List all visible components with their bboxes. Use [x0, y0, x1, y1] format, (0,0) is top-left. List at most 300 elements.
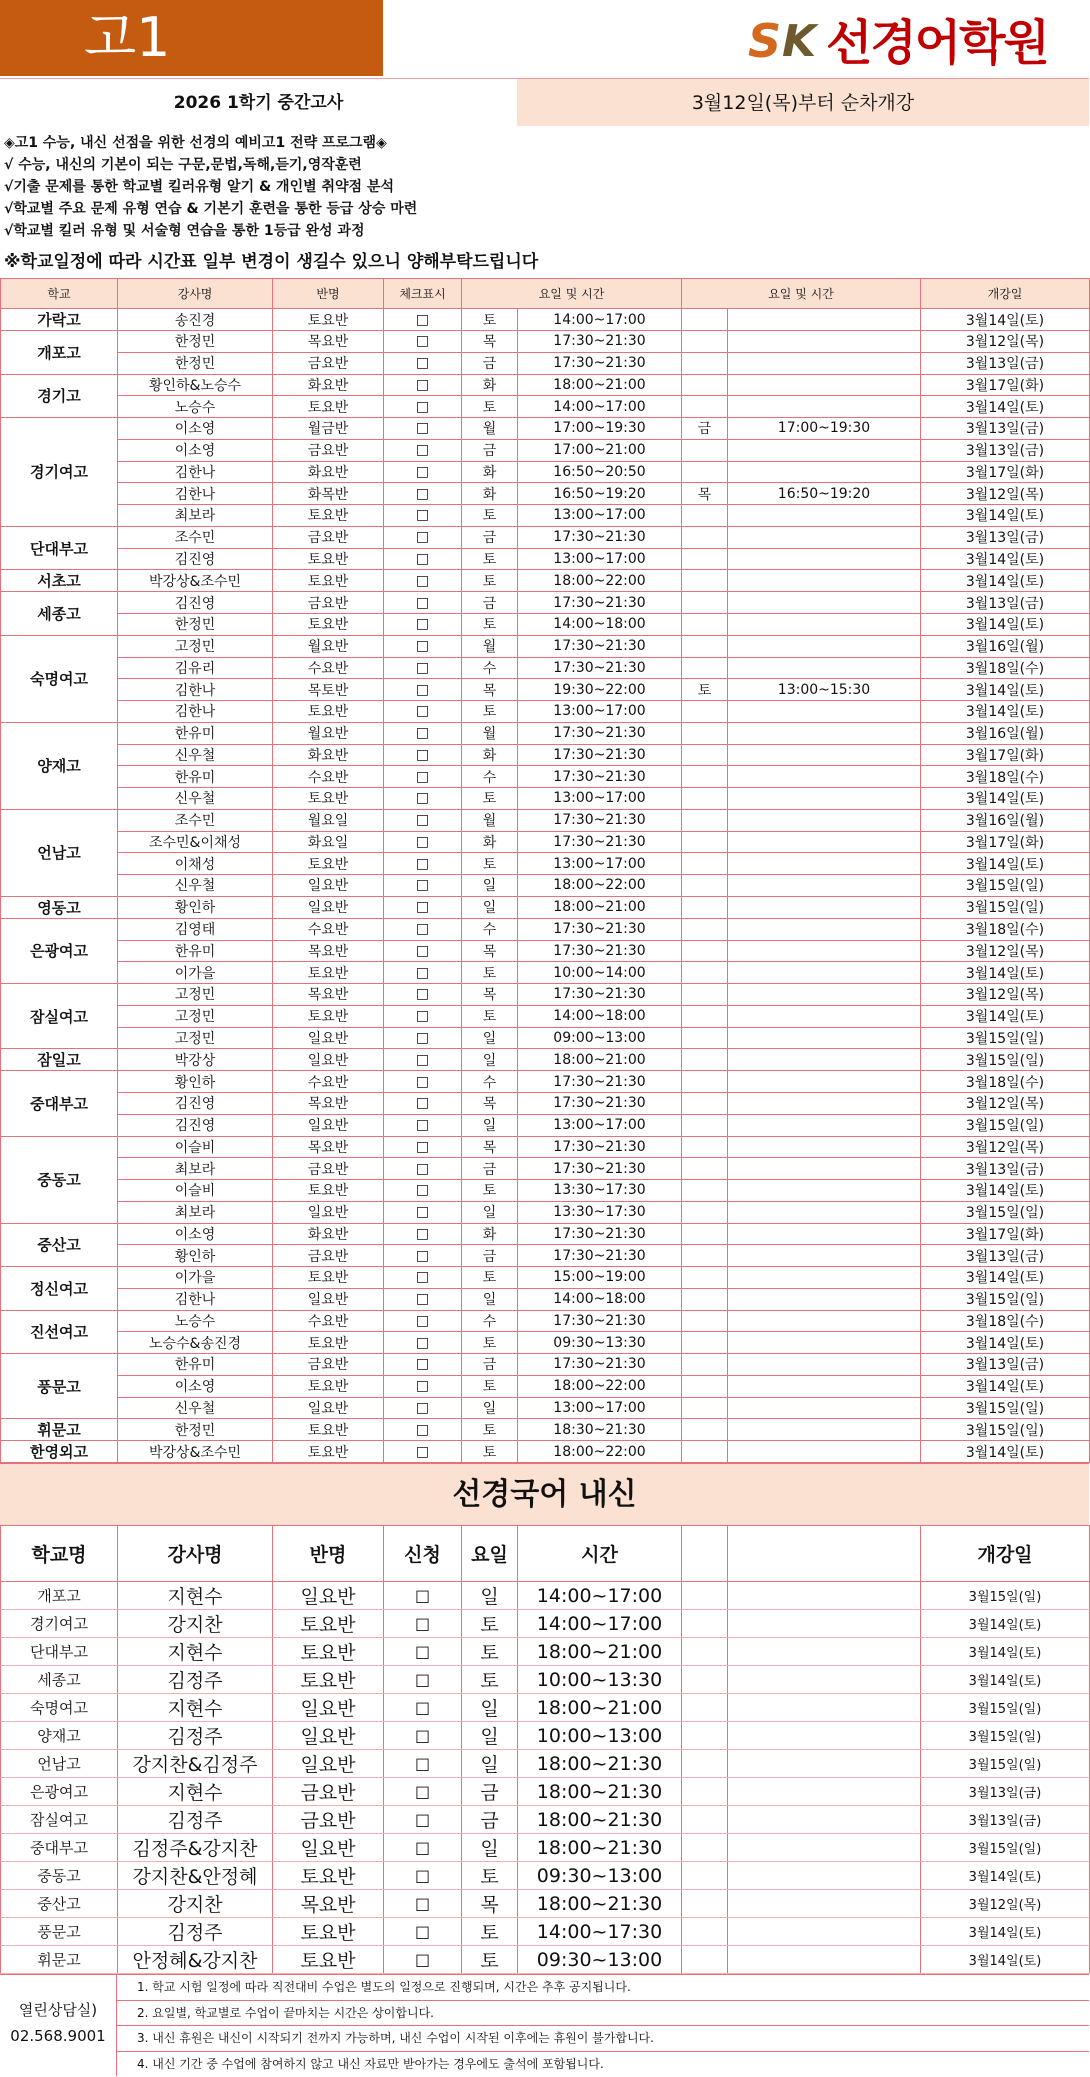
class-cell: 월요반 [273, 722, 384, 744]
teacher-cell: 한유미 [118, 766, 273, 788]
table-row [1, 766, 1090, 788]
class-cell: 수요반 [273, 657, 384, 679]
table-row [1, 570, 1090, 592]
checkbox-cell[interactable]: □ [384, 962, 462, 984]
class-cell: 화요반 [273, 744, 384, 766]
teacher-cell: 김정주&강지찬 [118, 1834, 273, 1862]
checkbox-cell[interactable]: □ [384, 1310, 462, 1332]
checkbox-cell[interactable]: □ [384, 1332, 462, 1354]
checkbox-cell[interactable]: □ [384, 1834, 462, 1862]
table-row [1, 1419, 1090, 1441]
time-cell: 14:00~17:00 [518, 1610, 682, 1638]
table-row [1, 374, 1090, 396]
teacher-cell: 황인하 [118, 896, 273, 918]
table-row [1, 1778, 1090, 1806]
time-1-cell: 17:30~21:30 [518, 940, 682, 962]
start-date-cell: 3월17일(화) [921, 461, 1090, 483]
start-date-cell: 3월15일(일) [921, 1582, 1090, 1610]
checkbox-cell[interactable]: □ [384, 788, 462, 810]
checkbox-cell[interactable]: □ [384, 526, 462, 548]
checkbox-cell[interactable]: □ [384, 940, 462, 962]
intro-line: ◈고1 수능, 내신 선점을 위한 선경의 예비고1 전략 프로그램◈ [4, 135, 387, 151]
class-cell: 토요반 [273, 1638, 384, 1666]
day-1-cell: 화 [462, 831, 518, 853]
day-2-cell [682, 788, 728, 810]
class-cell: 토요반 [273, 1610, 384, 1638]
time-cell: 18:00~21:30 [518, 1890, 682, 1918]
checkbox-cell[interactable]: □ [384, 1354, 462, 1376]
checkbox-cell[interactable]: □ [384, 483, 462, 505]
class-cell: 금요반 [273, 1806, 384, 1834]
class-cell: 일요반 [273, 1027, 384, 1049]
start-date-cell: 3월18일(수) [921, 1310, 1090, 1332]
checkbox-cell[interactable]: □ [384, 1890, 462, 1918]
class-cell: 토요반 [273, 1862, 384, 1890]
time-2-cell [728, 635, 921, 657]
checkbox-cell[interactable]: □ [384, 396, 462, 418]
academy-logo [744, 8, 1048, 71]
logo-text: 선경어학원 [826, 14, 1048, 71]
day-1-cell: 목 [462, 1093, 518, 1115]
time-2-cell [728, 526, 921, 548]
class-cell: 토요반 [273, 1332, 384, 1354]
checkbox-cell[interactable]: □ [384, 1862, 462, 1890]
checkbox-cell[interactable]: □ [384, 331, 462, 353]
class-cell: 금요반 [273, 526, 384, 548]
class-cell: 화요일 [273, 831, 384, 853]
teacher-cell: 김영태 [118, 918, 273, 940]
checkbox-cell[interactable]: □ [384, 809, 462, 831]
day-2-cell [682, 1223, 728, 1245]
teacher-cell: 조수민 [118, 526, 273, 548]
teacher-cell: 한유미 [118, 940, 273, 962]
checkbox-cell[interactable]: □ [384, 1441, 462, 1463]
checkbox-cell[interactable]: □ [384, 548, 462, 570]
checkbox-cell[interactable]: □ [384, 657, 462, 679]
class-cell: 화요반 [273, 461, 384, 483]
checkbox-cell[interactable]: □ [384, 1288, 462, 1310]
time-2-cell [728, 548, 921, 570]
checkbox-cell[interactable]: □ [384, 374, 462, 396]
checkbox-cell[interactable]: □ [384, 1638, 462, 1666]
time-1-cell: 17:30~21:30 [518, 722, 682, 744]
teacher-cell: 이가을 [118, 962, 273, 984]
table-row [1, 461, 1090, 483]
school-cell: 중대부고 [1, 1834, 118, 1862]
day-2-cell [682, 831, 728, 853]
table-row [1, 1049, 1090, 1071]
school-cell: 중산고 [1, 1223, 118, 1267]
checkbox-cell[interactable]: □ [384, 722, 462, 744]
checkbox-cell[interactable]: □ [384, 1114, 462, 1136]
start-date-cell: 3월12일(목) [921, 483, 1090, 505]
table-row [1, 875, 1090, 897]
class-cell: 목요반 [273, 1136, 384, 1158]
class-cell: 일요반 [273, 1114, 384, 1136]
time-cell: 18:00~21:30 [518, 1750, 682, 1778]
table-row [1, 1375, 1090, 1397]
class-cell: 토요반 [273, 614, 384, 636]
teacher-cell: 김진영 [118, 1114, 273, 1136]
checkbox-cell[interactable]: □ [384, 1778, 462, 1806]
school-cell: 개포고 [1, 1582, 118, 1610]
start-date-cell: 3월16일(월) [921, 722, 1090, 744]
time-cell: 18:00~21:30 [518, 1778, 682, 1806]
table-header-row [1, 279, 1090, 309]
term-bar [0, 78, 1089, 126]
time-2-cell [728, 614, 921, 636]
checkbox-cell[interactable]: □ [384, 1093, 462, 1115]
checkbox-cell[interactable]: □ [384, 1071, 462, 1093]
class-cell: 금요반 [273, 592, 384, 614]
time-2-cell [728, 1005, 921, 1027]
school-cell: 양재고 [1, 1722, 118, 1750]
table-row [1, 1918, 1090, 1946]
checkbox-cell[interactable]: □ [384, 744, 462, 766]
time-1-cell: 13:30~17:30 [518, 1180, 682, 1202]
day-2-cell [682, 722, 728, 744]
checkbox-cell[interactable]: □ [384, 1582, 462, 1610]
checkbox-cell[interactable]: □ [384, 1201, 462, 1223]
time-1-cell: 17:30~21:30 [518, 1245, 682, 1267]
day-2-cell [682, 1027, 728, 1049]
teacher-cell: 이슬비 [118, 1136, 273, 1158]
day-2-cell [682, 918, 728, 940]
start-date-cell: 3월14일(토) [921, 1375, 1090, 1397]
contact-info [0, 1975, 117, 2076]
checkbox-cell[interactable]: □ [384, 831, 462, 853]
empty-cell [728, 1778, 921, 1806]
teacher-cell: 김정주 [118, 1722, 273, 1750]
school-cell: 잠실여고 [1, 984, 118, 1049]
checkbox-cell[interactable]: □ [384, 1223, 462, 1245]
checkbox-cell[interactable]: □ [384, 1180, 462, 1202]
time-cell: 18:00~21:00 [518, 1638, 682, 1666]
time-2-cell [728, 896, 921, 918]
checkbox-cell[interactable]: □ [384, 918, 462, 940]
start-date-cell: 3월12일(목) [921, 940, 1090, 962]
teacher-cell: 지현수 [118, 1582, 273, 1610]
class-cell: 일요반 [273, 1049, 384, 1071]
start-date-cell: 3월12일(목) [921, 1093, 1090, 1115]
checkbox-cell[interactable]: □ [384, 570, 462, 592]
school-cell: 은광여고 [1, 1778, 118, 1806]
time-2-cell [728, 1288, 921, 1310]
time-1-cell: 14:00~17:00 [518, 396, 682, 418]
class-cell: 토요반 [273, 853, 384, 875]
time-1-cell: 14:00~18:00 [518, 614, 682, 636]
logo-mark-icon: S K [748, 14, 817, 68]
checkbox-cell[interactable]: □ [384, 1245, 462, 1267]
time-1-cell: 17:30~21:30 [518, 331, 682, 353]
time-1-cell: 17:30~21:30 [518, 831, 682, 853]
day-1-cell: 토 [462, 962, 518, 984]
time-1-cell: 17:30~21:30 [518, 657, 682, 679]
class-cell: 수요반 [273, 1071, 384, 1093]
intro-line: √학교별 주요 문제 유형 연습 & 기본기 훈련을 통한 등급 상승 마련 [4, 201, 418, 217]
table-row [1, 1332, 1090, 1354]
col-time: 시간 [518, 1526, 682, 1582]
opening-date: 3월12일(목)부터 순차개강 [517, 79, 1089, 126]
time-1-cell: 14:00~18:00 [518, 1005, 682, 1027]
checkbox-cell[interactable]: □ [384, 896, 462, 918]
day-2-cell [682, 1354, 728, 1376]
table-row [1, 1354, 1090, 1376]
school-cell: 잠일고 [1, 1049, 118, 1071]
empty-cell [682, 1834, 728, 1862]
day-1-cell: 금 [462, 439, 518, 461]
class-cell: 일요반 [273, 1750, 384, 1778]
day-2-cell [682, 526, 728, 548]
checkbox-cell[interactable]: □ [384, 1750, 462, 1778]
empty-cell [682, 1806, 728, 1834]
table-row [1, 1397, 1090, 1419]
class-cell: 토요반 [273, 1180, 384, 1202]
checkbox-cell[interactable]: □ [384, 853, 462, 875]
day-2-cell [682, 1310, 728, 1332]
class-cell: 토요반 [273, 396, 384, 418]
table-row [1, 1694, 1090, 1722]
program-intro [0, 126, 1089, 242]
empty-cell [728, 1582, 921, 1610]
day-1-cell: 토 [462, 1332, 518, 1354]
time-1-cell: 13:00~17:00 [518, 505, 682, 527]
col-teacher: 강사명 [118, 1526, 273, 1582]
teacher-cell: 조수민&이채성 [118, 831, 273, 853]
col-check: 체크표시 [384, 279, 462, 309]
teacher-cell: 황인하 [118, 1071, 273, 1093]
start-date-cell: 3월17일(화) [921, 831, 1090, 853]
day-2-cell: 목 [682, 483, 728, 505]
time-1-cell: 17:30~21:30 [518, 635, 682, 657]
checkbox-cell[interactable]: □ [384, 505, 462, 527]
teacher-cell: 지현수 [118, 1778, 273, 1806]
school-cell: 단대부고 [1, 526, 118, 570]
checkbox-cell[interactable]: □ [384, 1158, 462, 1180]
checkbox-cell[interactable]: □ [384, 1918, 462, 1946]
footer-note: 4. 내신 기간 중 수업에 참여하지 않고 내신 자료만 받아가는 경우에도 출석에 포함됩니다. [137, 2056, 604, 2071]
table-row [1, 614, 1090, 636]
day-1-cell: 일 [462, 1201, 518, 1223]
checkbox-cell[interactable]: □ [384, 1666, 462, 1694]
day-1-cell: 목 [462, 1136, 518, 1158]
checkbox-cell[interactable]: □ [384, 984, 462, 1006]
col-class: 반명 [273, 1526, 384, 1582]
teacher-cell: 고정민 [118, 984, 273, 1006]
time-1-cell: 09:30~13:30 [518, 1332, 682, 1354]
start-date-cell: 3월13일(금) [921, 352, 1090, 374]
start-date-cell: 3월14일(토) [921, 679, 1090, 701]
time-1-cell: 17:30~21:30 [518, 1158, 682, 1180]
checkbox-cell[interactable]: □ [384, 1375, 462, 1397]
school-cell: 숙명여고 [1, 635, 118, 722]
teacher-cell: 박강상&조수민 [118, 570, 273, 592]
empty-cell [682, 1722, 728, 1750]
school-cell: 진선여고 [1, 1310, 118, 1354]
time-2-cell [728, 439, 921, 461]
day-1-cell: 월 [462, 722, 518, 744]
checkbox-cell[interactable]: □ [384, 461, 462, 483]
class-cell: 토요반 [273, 1375, 384, 1397]
checkbox-cell[interactable]: □ [384, 701, 462, 723]
day-2-cell [682, 809, 728, 831]
start-date-cell: 3월12일(목) [921, 984, 1090, 1006]
school-cell: 경기여고 [1, 418, 118, 527]
time-2-cell [728, 831, 921, 853]
table-row [1, 1158, 1090, 1180]
time-cell: 09:30~13:00 [518, 1946, 682, 1974]
start-date-cell: 3월14일(토) [921, 548, 1090, 570]
checkbox-cell[interactable]: □ [384, 766, 462, 788]
day-1-cell: 수 [462, 1310, 518, 1332]
checkbox-cell[interactable]: □ [384, 1005, 462, 1027]
table-row [1, 657, 1090, 679]
teacher-cell: 박강상&조수민 [118, 1441, 273, 1463]
class-cell: 토요반 [273, 962, 384, 984]
checkbox-cell[interactable]: □ [384, 1136, 462, 1158]
checkbox-cell[interactable]: □ [384, 1610, 462, 1638]
time-2-cell [728, 657, 921, 679]
time-1-cell: 17:30~21:30 [518, 766, 682, 788]
checkbox-cell[interactable]: □ [384, 439, 462, 461]
teacher-cell: 한정민 [118, 352, 273, 374]
day-1-cell: 수 [462, 1071, 518, 1093]
time-2-cell [728, 1136, 921, 1158]
table-row [1, 1834, 1090, 1862]
checkbox-cell[interactable]: □ [384, 1049, 462, 1071]
start-date-cell: 3월13일(금) [921, 1158, 1090, 1180]
day-cell: 토 [462, 1666, 518, 1694]
time-1-cell: 13:00~17:00 [518, 788, 682, 810]
day-1-cell: 토 [462, 1419, 518, 1441]
checkbox-cell[interactable]: □ [384, 1946, 462, 1974]
checkbox-cell[interactable]: □ [384, 1027, 462, 1049]
table-row [1, 483, 1090, 505]
checkbox-cell[interactable]: □ [384, 1806, 462, 1834]
class-cell: 금요반 [273, 1245, 384, 1267]
school-cell: 풍문고 [1, 1918, 118, 1946]
start-date-cell: 3월14일(토) [921, 309, 1090, 331]
empty-cell [682, 1778, 728, 1806]
day-2-cell [682, 657, 728, 679]
table-row [1, 439, 1090, 461]
day-cell: 금 [462, 1778, 518, 1806]
day-1-cell: 일 [462, 1049, 518, 1071]
start-date-cell: 3월15일(일) [921, 1750, 1090, 1778]
col-start-date: 개강일 [921, 1526, 1090, 1582]
start-date-cell: 3월14일(토) [921, 1638, 1090, 1666]
time-1-cell: 17:30~21:30 [518, 352, 682, 374]
start-date-cell: 3월14일(토) [921, 1180, 1090, 1202]
day-2-cell [682, 1245, 728, 1267]
time-2-cell [728, 875, 921, 897]
checkbox-cell[interactable]: □ [384, 679, 462, 701]
teacher-cell: 김정주 [118, 1918, 273, 1946]
day-2-cell [682, 1093, 728, 1115]
school-cell: 은광여고 [1, 918, 118, 983]
time-1-cell: 18:00~22:00 [518, 1441, 682, 1463]
start-date-cell: 3월15일(일) [921, 1049, 1090, 1071]
day-2-cell [682, 940, 728, 962]
checkbox-cell[interactable]: □ [384, 1419, 462, 1441]
start-date-cell: 3월14일(토) [921, 1946, 1090, 1974]
time-2-cell: 13:00~15:30 [728, 679, 921, 701]
time-1-cell: 17:30~21:30 [518, 1136, 682, 1158]
day-1-cell: 월 [462, 809, 518, 831]
col-teacher: 강사명 [118, 279, 273, 309]
start-date-cell: 3월14일(토) [921, 701, 1090, 723]
class-cell: 일요반 [273, 1694, 384, 1722]
time-2-cell [728, 505, 921, 527]
day-2-cell [682, 614, 728, 636]
time-1-cell: 18:00~21:00 [518, 1049, 682, 1071]
start-date-cell: 3월13일(금) [921, 418, 1090, 440]
teacher-cell: 신우철 [118, 875, 273, 897]
day-2-cell [682, 570, 728, 592]
checkbox-cell[interactable]: □ [384, 1267, 462, 1289]
time-2-cell [728, 788, 921, 810]
checkbox-cell[interactable]: □ [384, 418, 462, 440]
checkbox-cell[interactable]: □ [384, 309, 462, 331]
checkbox-cell[interactable]: □ [384, 1397, 462, 1419]
time-2-cell [728, 701, 921, 723]
time-2-cell [728, 1332, 921, 1354]
day-cell: 토 [462, 1862, 518, 1890]
class-cell: 화요반 [273, 1223, 384, 1245]
empty-cell [728, 1918, 921, 1946]
contact-phone[interactable]: 02.568.9001 [10, 2027, 106, 2046]
class-cell: 금요반 [273, 1158, 384, 1180]
day-2-cell [682, 1114, 728, 1136]
start-date-cell: 3월14일(토) [921, 614, 1090, 636]
time-2-cell [728, 1245, 921, 1267]
checkbox-cell[interactable]: □ [384, 875, 462, 897]
start-date-cell: 3월14일(토) [921, 788, 1090, 810]
checkbox-cell[interactable]: □ [384, 592, 462, 614]
table-row [1, 1750, 1090, 1778]
teacher-cell: 박강상 [118, 1049, 273, 1071]
empty-cell [728, 1750, 921, 1778]
day-cell: 일 [462, 1750, 518, 1778]
checkbox-cell[interactable]: □ [384, 1722, 462, 1750]
class-cell: 금요반 [273, 1354, 384, 1376]
time-2-cell [728, 853, 921, 875]
checkbox-cell[interactable]: □ [384, 1694, 462, 1722]
table-row [1, 331, 1090, 353]
day-2-cell [682, 374, 728, 396]
empty-cell [728, 1694, 921, 1722]
checkbox-cell[interactable]: □ [384, 352, 462, 374]
time-1-cell: 13:00~17:00 [518, 1114, 682, 1136]
time-2-cell [728, 1201, 921, 1223]
table-row [1, 1005, 1090, 1027]
start-date-cell: 3월15일(일) [921, 1722, 1090, 1750]
teacher-cell: 신우철 [118, 788, 273, 810]
table-row [1, 984, 1090, 1006]
day-1-cell: 금 [462, 1158, 518, 1180]
day-cell: 토 [462, 1638, 518, 1666]
time-2-cell [728, 1093, 921, 1115]
time-1-cell: 17:30~21:30 [518, 592, 682, 614]
class-cell: 일요반 [273, 1582, 384, 1610]
term-title: 2026 1학기 중간고사 [173, 93, 344, 113]
day-2-cell [682, 853, 728, 875]
checkbox-cell[interactable]: □ [384, 614, 462, 636]
checkbox-cell[interactable]: □ [384, 635, 462, 657]
day-2-cell [682, 1267, 728, 1289]
time-1-cell: 16:50~19:20 [518, 483, 682, 505]
teacher-cell: 김진영 [118, 592, 273, 614]
